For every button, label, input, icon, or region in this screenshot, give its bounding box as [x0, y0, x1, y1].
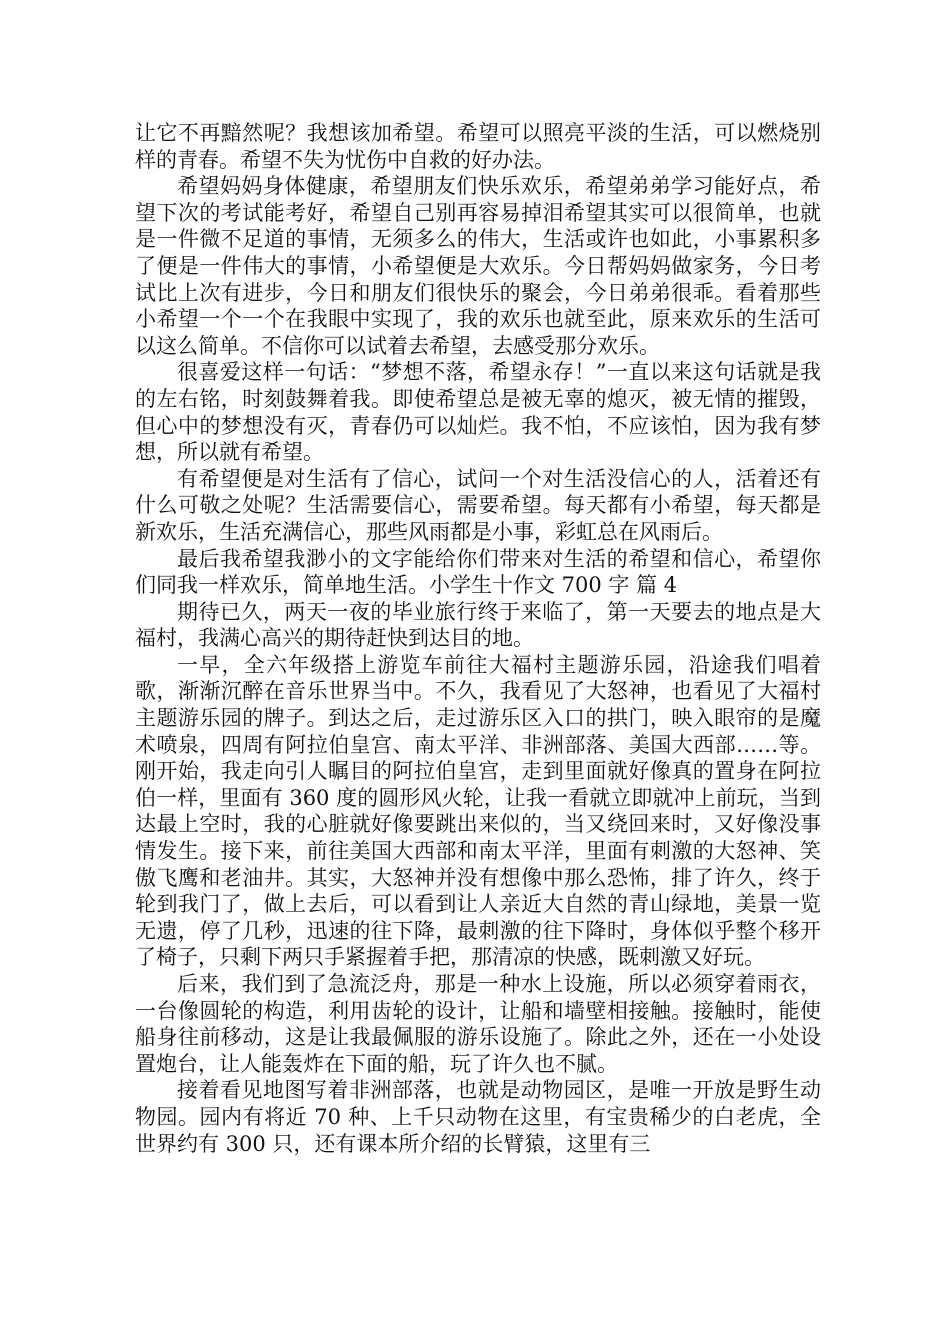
paragraph-8: 后来，我们到了急流泛舟，那是一种水上设施，所以必须穿着雨衣，一台像圆轮的构造，利用齿轮的设计，让船和墙壁相接触。接触时，能使船身往前移动，这是让我最佩服的游乐设施了。除此之外，还在一小处设置炮台，让人能轰炸在下面的船，玩了许久也不腻。: [135, 972, 821, 1076]
paragraph-6: 期待已久，两天一夜的毕业旅行终于来临了，第一天要去的地点是大福村，我满心高兴的期待赶快到达目的地。: [135, 599, 821, 651]
paragraph-5: 最后我希望我渺小的文字能给你们带来对生活的希望和信心，希望你们同我一样欢乐，简单地生活。小学生十作文 700 字 篇 4: [135, 546, 821, 598]
document-page: [135, 120, 821, 1157]
paragraph-4: 有希望便是对生活有了信心，试问一个对生活没信心的人，活着还有什么可敬之处呢？生活需要信心，需要希望。每天都有小希望，每天都是新欢乐，生活充满信心，那些风雨都是小事，彩虹总在风雨后。: [135, 466, 821, 544]
paragraph-3: 很喜爱这样一句话：“梦想不落，希望永存！”一直以来这句话就是我的左右铭，时刻鼓舞着我。即使希望总是被无辜的熄灭，被无情的摧毁，但心中的梦想没有灭，青春仍可以灿烂。我不怕，不应该怕，因为我有梦想，所以就有希望。: [135, 360, 821, 465]
paragraph-2: 希望妈妈身体健康，希望朋友们快乐欢乐，希望弟弟学习能好点，希望下次的考试能考好，希望自己别再容易掉泪希望其实可以很简单，也就是一件微不足道的事情，无须多么的伟大，生活或许也如此，小事累积多了便是一件伟大的事情，小希望便是大欢乐。今日帮妈妈做家务，今日考试比上次有进步，今日和朋友们很快乐的聚会，今日弟弟很乖。看着那些小希望一个一个在我眼中实现了，我的欢乐也就至此，原来欢乐的生活可以这么简单。不信你可以试着去希望，去感受那分欢乐。: [135, 174, 821, 358]
paragraph-7: 一早，全六年级搭上游览车前往大福村主题游乐园，沿途我们唱着歌，渐渐沉醉在音乐世界当中。不久，我看见了大怒神，也看见了大福村主题游乐园的牌子。到达之后，走过游乐区入口的拱门，映入眼帘的是魔术喷泉，四周有阿拉伯皇宫、南太平洋、非洲部落、美国大西部……等。刚开始，我走向引人瞩目的阿拉伯皇宫，走到里面就好像真的置身在阿拉伯一样，里面有 360 度的圆形风火轮，让我一看就立即就冲上前玩，当到达最上空时，我的心脏就好像要跳出来似的，当又绕回来时，又好像没事情发生。接下来，前往美国大西部和南太平洋，里面有刺激的大怒神、笑傲飞鹰和老油井。其实，大怒神并没有想像中那么恐怖，排了许久，终于轮到我门了，做上去后，可以看到让人亲近大自然的青山绿地，美景一览无遗，停了几秒，迅速的往下降，最刺激的往下降时，身体似乎整个移开了椅子，只剩下两只手紧握着手把，那清凉的快感，既刺激又好玩。: [135, 652, 821, 970]
paragraph-1: 让它不再黯然呢？我想该加希望。希望可以照亮平淡的生活，可以燃烧别样的青春。希望不失为忧伤中自救的好办法。: [135, 121, 821, 172]
paragraph-9: 接着看见地图写着非洲部落，也就是动物园区，是唯一开放是野生动物园。园内有将近 70 种、上千只动物在这里，有宝贵稀少的白老虎，全世界约有 300 只，还有课本所介绍的长臂猿，这里有三: [135, 1078, 821, 1156]
